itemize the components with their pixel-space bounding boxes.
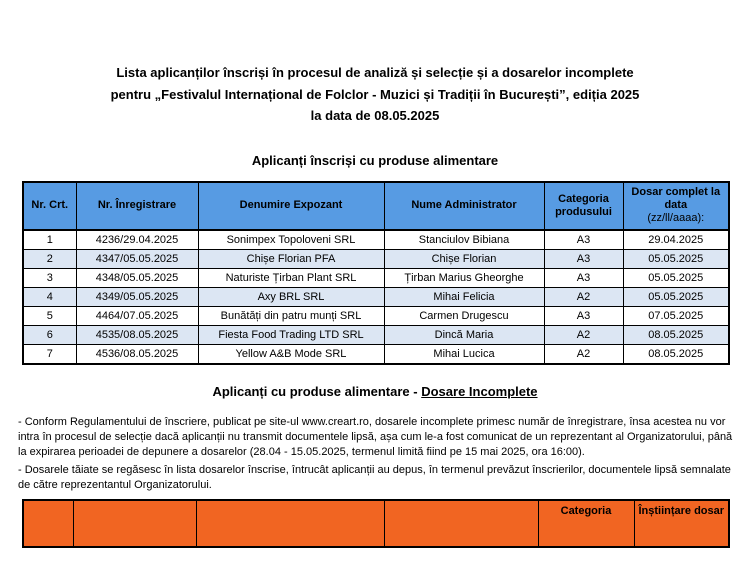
table-cell: Mihai Lucica xyxy=(384,344,544,364)
table-cell: 1 xyxy=(23,230,76,250)
registered-applicants-table xyxy=(22,181,730,365)
table-row xyxy=(23,306,729,325)
table-cell: 4347/05.05.2025 xyxy=(76,249,198,268)
table-cell: Chișe Florian xyxy=(384,249,544,268)
column-header-empty xyxy=(73,500,196,547)
table-cell: A2 xyxy=(544,325,623,344)
table-cell: 07.05.2025 xyxy=(623,306,729,325)
table-cell: A3 xyxy=(544,306,623,325)
column-header-empty xyxy=(196,500,384,547)
table-cell: A2 xyxy=(544,287,623,306)
table-row xyxy=(23,268,729,287)
section-heading-registered: Aplicanți înscriși cu produse alimentare xyxy=(251,152,499,168)
table-cell: 08.05.2025 xyxy=(623,344,729,364)
document-title-line-2: pentru „Festivalul Internațional de Folclor - Muzici și Tradiții în București”, ediția 2025 xyxy=(110,86,640,102)
table-cell: A2 xyxy=(544,344,623,364)
table-cell: 05.05.2025 xyxy=(623,268,729,287)
table-cell: 08.05.2025 xyxy=(623,325,729,344)
registered-table-header-row xyxy=(23,182,729,230)
incomplete-applicants-table xyxy=(22,499,730,548)
table-cell: Naturiste Țirban Plant SRL xyxy=(198,268,384,287)
section-heading-incomplete-underlined: Dosare Incomplete xyxy=(421,383,538,399)
document-title-line-3: la data de 08.05.2025 xyxy=(310,108,440,123)
column-header-empty xyxy=(384,500,538,547)
table-cell: 5 xyxy=(23,306,76,325)
table-cell: 29.04.2025 xyxy=(623,230,729,250)
table-cell: Mihai Felicia xyxy=(384,287,544,306)
column-header-categoria: Categoria xyxy=(538,500,634,547)
column-header-date-format: (zz/ll/aaaa): xyxy=(647,212,705,224)
table-cell: 6 xyxy=(23,325,76,344)
table-cell: 05.05.2025 xyxy=(623,287,729,306)
table-cell: Sonimpex Topoloveni SRL xyxy=(198,230,384,250)
table-row xyxy=(23,287,729,306)
table-cell: Fiesta Food Trading LTD SRL xyxy=(198,325,384,344)
table-cell: Dincă Maria xyxy=(384,325,544,344)
table-cell: 4535/08.05.2025 xyxy=(76,325,198,344)
table-cell: A3 xyxy=(544,230,623,250)
table-row xyxy=(23,249,729,268)
table-cell: 4 xyxy=(23,287,76,306)
document-title-line-1: Lista aplicanților înscriși în procesul de analiză și selecție și a dosarelor incomplete xyxy=(116,65,634,80)
table-row xyxy=(23,230,729,250)
column-header-dosar-complet xyxy=(623,182,729,230)
table-cell: 4536/08.05.2025 xyxy=(76,344,198,364)
table-cell: Axy BRL SRL xyxy=(198,287,384,306)
table-row xyxy=(23,344,729,364)
table-cell: 4236/29.04.2025 xyxy=(76,230,198,250)
table-cell: 4348/05.05.2025 xyxy=(76,268,198,287)
notes-block xyxy=(18,415,736,493)
table-cell: 7 xyxy=(23,344,76,364)
column-header-nume-administrator: Nume Administrator xyxy=(384,182,544,230)
table-cell: Țirban Marius Gheorghe xyxy=(384,268,544,287)
column-header-categoria-produsului: Categoria produsului xyxy=(544,182,623,230)
table-cell: 05.05.2025 xyxy=(623,249,729,268)
table-cell: Bunătăți din patru munți SRL xyxy=(198,306,384,325)
column-header-nr-inregistrare: Nr. Înregistrare xyxy=(76,182,198,230)
section-heading-incomplete xyxy=(0,381,750,402)
note-regulation: - Conform Regulamentului de înscriere, publicat pe site-ul www.creart.ro, dosarele incomplete primesc număr de înregistrare, însa acestea nu vor intra în procesul de selecție dacă aplicanții nu transmit documentele lipsă, așa cum le-a fost comunicat de un reprezentant al Organizatorului, până la expirarea perioadei de depunere a dosarelor (28.04 - 15.05.2025, termenul limită fiind pe 15 mai 2025, ora 16:00). xyxy=(18,415,733,458)
column-header-empty xyxy=(23,500,73,547)
table-cell: 4464/07.05.2025 xyxy=(76,306,198,325)
table-cell: 3 xyxy=(23,268,76,287)
table-cell: 2 xyxy=(23,249,76,268)
table-cell: Yellow A&B Mode SRL xyxy=(198,344,384,364)
table-cell: 4349/05.05.2025 xyxy=(76,287,198,306)
table-cell: A3 xyxy=(544,249,623,268)
document-title xyxy=(22,62,728,127)
column-header-dosar-complet-label: Dosar complet la data xyxy=(631,186,721,211)
column-header-denumire-expozant: Denumire Expozant xyxy=(198,182,384,230)
table-row xyxy=(23,325,729,344)
column-header-instiintare-dosar: Înștiințare dosar xyxy=(634,500,729,547)
incomplete-table-header-row xyxy=(23,500,729,547)
section-heading-incomplete-prefix: Aplicanți cu produse alimentare - xyxy=(212,383,422,399)
table-cell: Chișe Florian PFA xyxy=(198,249,384,268)
table-cell: Carmen Drugescu xyxy=(384,306,544,325)
document-page xyxy=(0,62,750,562)
note-crossed-files: - Dosarele tăiate se regăsesc în lista dosarelor înscrise, întrucât aplicanții au depus, în termenul prevăzut înscrierilor, documentele lipsă semnalate de către reprezentantul Organizatorului. xyxy=(18,463,731,491)
table-cell: Stanciulov Bibiana xyxy=(384,230,544,250)
table-cell: A3 xyxy=(544,268,623,287)
column-header-nr-crt: Nr. Crt. xyxy=(23,182,76,230)
